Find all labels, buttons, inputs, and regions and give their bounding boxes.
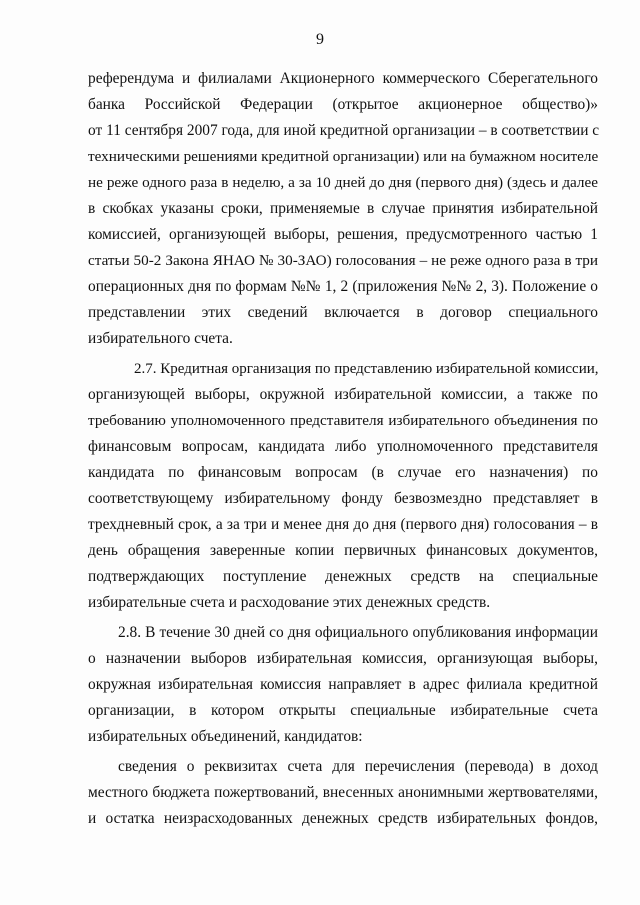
text-line: трехдневный срок, а за три и менее дня до дня (первого дня) голосования – в	[88, 516, 598, 533]
text-line: техническими решениями кредитной организации) или на бумажном носителе	[88, 148, 599, 165]
paragraph-continuation	[88, 66, 598, 352]
text-line: день обращения заверенные копии первичных финансовых документов,	[88, 542, 598, 559]
paragraph-2-7	[88, 356, 598, 616]
text-line: организации, в котором открыты специальные избирательные счета	[88, 702, 598, 719]
paragraph-requisites	[88, 754, 598, 832]
text-line: от 11 сентября 2007 года, для иной кредитной организации – в соответствии с	[88, 122, 600, 139]
paragraph-2-8	[88, 620, 598, 750]
text-line: избирательного счета.	[88, 330, 233, 347]
text-line: и остатка неизрасходованных денежных средств избирательных фондов,	[88, 810, 598, 827]
text-line: финансовым вопросам, кандидата либо уполномоченного представителя	[88, 438, 598, 455]
text-line: подтверждающих поступление денежных средств на специальные	[88, 568, 598, 585]
text-line: организующей выборы, окружной избирательной комиссии, а также по	[88, 386, 598, 403]
page-number: 9	[316, 31, 324, 48]
text-line: 2.7. Кредитная организация по представлению избирательной комиссии,	[134, 361, 599, 377]
text-line: комиссией, организующей выборы, решения, предусмотренного частью 1	[88, 226, 598, 243]
text-line: статьи 50-2 Закона ЯНАО № 30-ЗАО) голосования – не реже одного раза в три	[88, 252, 598, 269]
text-line: представлении этих сведений включается в договор специального	[88, 304, 598, 321]
document-body	[88, 66, 598, 832]
text-line: соответствующему избирательному фонду безвозмездно представляет в	[88, 490, 598, 507]
text-line: не реже одного раза в неделю, а за 10 дней до дня (первого дня) (здесь и далее	[88, 174, 598, 191]
text-line: референдума и филиалами Акционерного коммерческого Сберегательного	[88, 70, 598, 87]
text-line: избирательные счета и расходование этих денежных средств.	[88, 594, 491, 611]
text-line: банка Российской Федерации (открытое акционерное общество)»	[88, 96, 598, 113]
text-line: 2.8. В течение 30 дней со дня официального опубликования информации	[118, 624, 598, 641]
text-line: местного бюджета пожертвований, внесенных анонимными жертвователями,	[88, 784, 598, 801]
text-line: о назначении выборов избирательная комиссия, организующая выборы,	[88, 650, 598, 667]
text-line: кандидата по финансовым вопросам (в случае его назначения) по	[88, 464, 598, 481]
text-line: операционных дня по формам №№ 1, 2 (приложения №№ 2, 3). Положение о	[88, 278, 598, 295]
text-line: окружная избирательная комиссия направляет в адрес филиала кредитной	[88, 676, 598, 693]
text-line: избирательных объединений, кандидатов:	[88, 728, 363, 745]
text-line: сведения о реквизитах счета для перечисления (перевода) в доход	[118, 758, 598, 775]
text-line: в скобках указаны сроки, применяемые в случае принятия избирательной	[88, 200, 598, 217]
text-line: требованию уполномоченного представителя избирательного объединения по	[88, 412, 598, 429]
